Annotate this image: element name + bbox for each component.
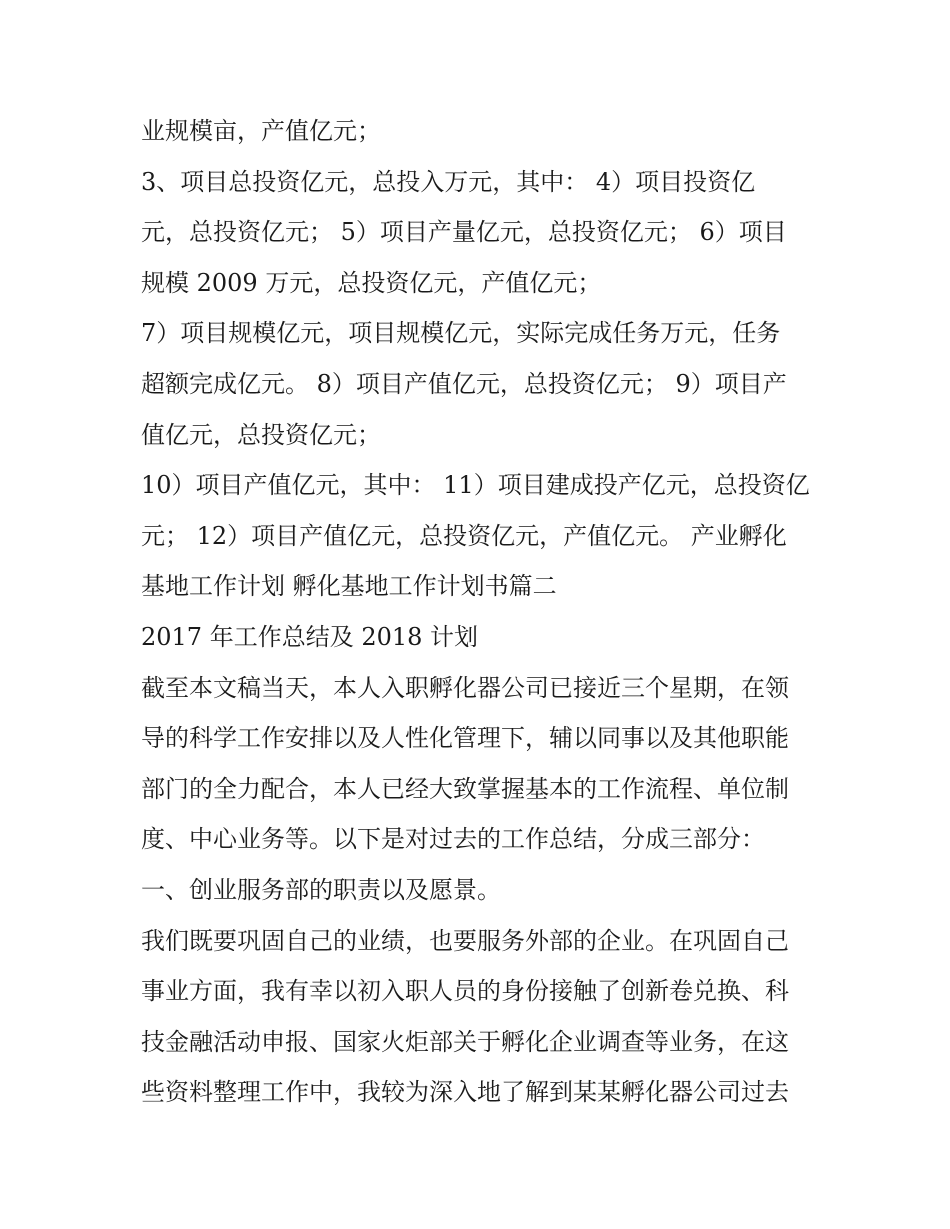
text-line: 部门的全力配合，本人已经大致掌握基本的工作流程、单位制 (141, 774, 789, 803)
text-line: 截至本文稿当天，本人入职孵化器公司已接近三个星期，在领 (141, 673, 789, 702)
text-line: 3、项目总投资亿元，总投入万元，其中： 4）项目投资亿 (141, 167, 756, 196)
section-heading: 一、创业服务部的职责以及愿景。 (141, 875, 501, 904)
text-line: 元； 12）项目产值亿元，总投资亿元，产值亿元。 产业孵化 (141, 521, 787, 550)
text-line: 我们既要巩固自己的业绩，也要服务外部的企业。在巩固自己 (141, 926, 789, 955)
text-line: 值亿元，总投资亿元； (141, 420, 381, 449)
document-body (141, 106, 821, 1118)
text-line: 导的科学工作安排以及人性化管理下，辅以同事以及其他职能 (141, 724, 789, 753)
text-line: 超额完成亿元。 8）项目产值亿元，总投资亿元； 9）项目产 (141, 369, 787, 398)
text-line: 度、中心业务等。以下是对过去的工作总结，分成三部分： (141, 825, 765, 854)
text-line: 7）项目规模亿元，项目规模亿元，实际完成任务万元，任务 (141, 319, 781, 348)
section-heading: 2017 年工作总结及 2018 计划 (141, 622, 479, 651)
text-line: 元，总投资亿元； 5）项目产量亿元，总投资亿元； 6）项目 (141, 218, 787, 247)
text-line: 规模 2009 万元，总投资亿元，产值亿元； (141, 268, 602, 297)
text-line: 些资料整理工作中，我较为深入地了解到某某孵化器公司过去 (141, 1078, 789, 1107)
text-line: 事业方面，我有幸以初入职人员的身份接触了创新卷兑换、科 (141, 977, 789, 1006)
text-line: 基地工作计划 孵化基地工作计划书篇二 (141, 572, 557, 601)
text-line: 业规模亩，产值亿元； (141, 117, 381, 145)
text-line: 10）项目产值亿元，其中： 11）项目建成投产亿元，总投资亿 (141, 471, 810, 500)
text-line: 技金融活动申报、国家火炬部关于孵化企业调查等业务，在这 (141, 1027, 789, 1056)
